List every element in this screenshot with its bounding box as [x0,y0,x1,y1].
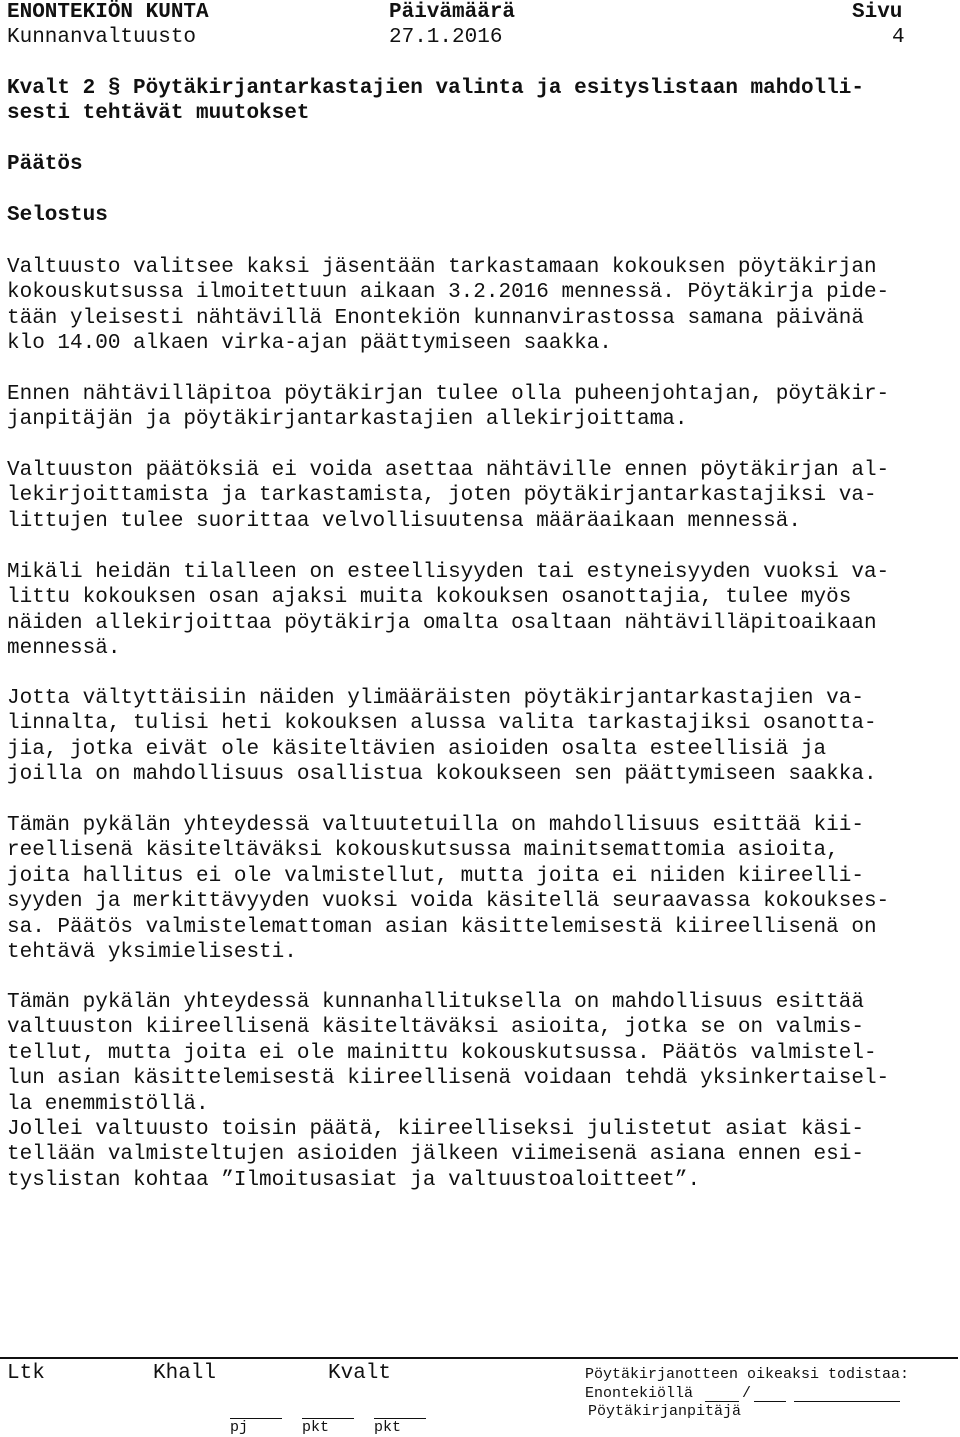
certification-place: Enontekiöllä [585,1385,694,1402]
description-heading: Selostus [7,204,108,227]
paragraph-line: Jollei valtuusto toisin päätä, kiireelliseksi julistetut asiat käsi- [7,1118,864,1142]
paragraph-line: Valtuuston päätöksiä ei voida asettaa nähtäville ennen pöytäkirjan al- [7,459,890,482]
paragraph-line: janpitäjän ja pöytäkirjantarkastajien allekirjoittama. [7,408,688,432]
paragraph-line: joita hallitus ei ole valmistellut, mutta joita ei niiden kiireelli- [7,864,864,888]
paragraph-line: tehtävä yksimielisesti. [7,941,297,965]
paragraph-2 [7,382,889,433]
paragraph-1 [7,255,889,357]
initials-pj: pj [230,1419,249,1436]
certification-title: Pöytäkirjanotteen oikeaksi todistaa: [585,1366,910,1383]
paragraph-line: tellut, mutta joita ei ole mainittu kokouskutsussa. Päätös valmistel- [7,1041,877,1065]
page-number: 4 [892,26,905,49]
paragraph-line: näiden allekirjoittaa pöytäkirja omalta osaltaan nähtävilläpitoaikaan [7,611,877,635]
date-label: Päivämäärä [389,1,516,24]
paragraph-6 [7,813,889,965]
org-name: ENONTEKIÖN KUNTA [7,1,209,24]
paragraph-5 [7,686,877,788]
paragraph-line: lun asian käsittelemisestä kiireellisenä voidaan tehdä yksinkertaisel- [7,1067,890,1091]
paragraph-line: klo 14.00 alkaen virka-ajan päättymiseen saakka. [7,332,612,356]
paragraph-line: sa. Päätös valmistelemattoman asian käsittelemisestä kiireellisenä on [7,915,877,939]
paragraph-line: valtuuston kiireellisenä käsiteltäväksi asioita, jotka se on valmis- [7,1016,864,1040]
paragraph-line: joilla on mahdollisuus osallistua kokoukseen sen päättymiseen saakka. [7,763,877,787]
section-sign-icon: § [107,77,121,100]
paragraph-line: jia, jotka eivät ole käsiteltävien asioiden osalta esteellisiä ja [7,737,827,761]
paragraph-line: kokouskutsussa ilmoitettuun aikaan 3.2.2016 mennessä. Pöytäkirja pide- [7,281,890,305]
paragraph-line: reellisenä käsiteltäväksi kokouskutsussa mainitsemattomia asioita, [7,839,839,863]
paragraph-line: tään yleisesti nähtävillä Enontekiön kunnanvirastossa samana päivänä [7,306,864,330]
paragraph-line: tyslistan kohtaa ”Ilmoitusasiat ja valtuustoaloitteet”. [7,1168,701,1192]
paragraph-line: Mikäli heidän tilalleen on esteellisyyden tai estyneisyyden vuoksi va- [7,561,890,584]
paragraph-line: tellään valmisteltujen asioiden jälkeen viimeisenä asiana ennen esi- [7,1143,864,1167]
paragraph-line: littu kokouksen osan ajaksi muita kokouksen osanottajia, tulee myös [7,586,852,610]
footer-divider [0,1357,958,1359]
paragraph-line: Ennen nähtävilläpitoa pöytäkirjan tulee olla puheenjohtajan, pöytäkir- [7,383,890,406]
footer-khall: Khall [153,1362,217,1385]
paragraph-4 [7,560,889,662]
paragraph-line: littujen tulee suorittaa velvollisuutensa määräaikaan mennessä. [7,509,801,533]
footer-ltk: Ltk [7,1362,45,1385]
paragraph-line: syyden ja merkittävyyden vuoksi voida käsitellä seuraavassa kokoukses- [7,890,890,914]
paragraph-line: lekirjoittamista ja tarkastamista, joten pöytäkirjantarkastajiksi va- [7,484,877,508]
paragraph-line: Jotta vältyttäisiin näiden ylimääräisten pöytäkirjantarkastajien va- [7,687,864,710]
meeting-date: 27.1.2016 [389,26,503,49]
date-month-line [754,1401,786,1402]
paragraph-line: la enemmistöllä. [7,1092,209,1116]
date-separator: / [742,1385,752,1402]
section-number: Kvalt 2 [7,77,96,100]
body-name: Kunnanvaltuusto [7,26,197,49]
certification-role: Pöytäkirjanpitäjä [588,1403,742,1420]
section-title-text-2: sesti tehtävät muutokset [7,102,310,126]
paragraph-line: linnalta, tulisi heti kokouksen alussa valita tarkastajiksi osanotta- [7,712,877,736]
section-title [7,76,864,127]
footer-kvalt: Kvalt [328,1362,392,1385]
paragraph-line: Tämän pykälän yhteydessä valtuutetuilla on mahdollisuus esittää kii- [7,814,864,837]
paragraph-3 [7,458,889,534]
paragraph-line: Tämän pykälän yhteydessä kunnanhallituksella on mahdollisuus esittää [7,991,864,1014]
initials-pkt-2: pkt [374,1419,402,1436]
paragraph-line: mennessä. [7,637,121,661]
signature-line [794,1401,900,1402]
initials-pkt-1: pkt [302,1419,330,1436]
paragraph-line: Valtuusto valitsee kaksi jäsentään tarkastamaan kokouksen pöytäkirjan [7,256,877,279]
page-label: Sivu [852,1,903,24]
date-day-line [705,1401,739,1402]
section-title-text-1: Pöytäkirjantarkastajien valinta ja esityslistaan mahdolli- [133,77,864,100]
decision-heading: Päätös [7,153,83,176]
paragraph-7 [7,990,889,1193]
page-header-values [7,0,905,50]
